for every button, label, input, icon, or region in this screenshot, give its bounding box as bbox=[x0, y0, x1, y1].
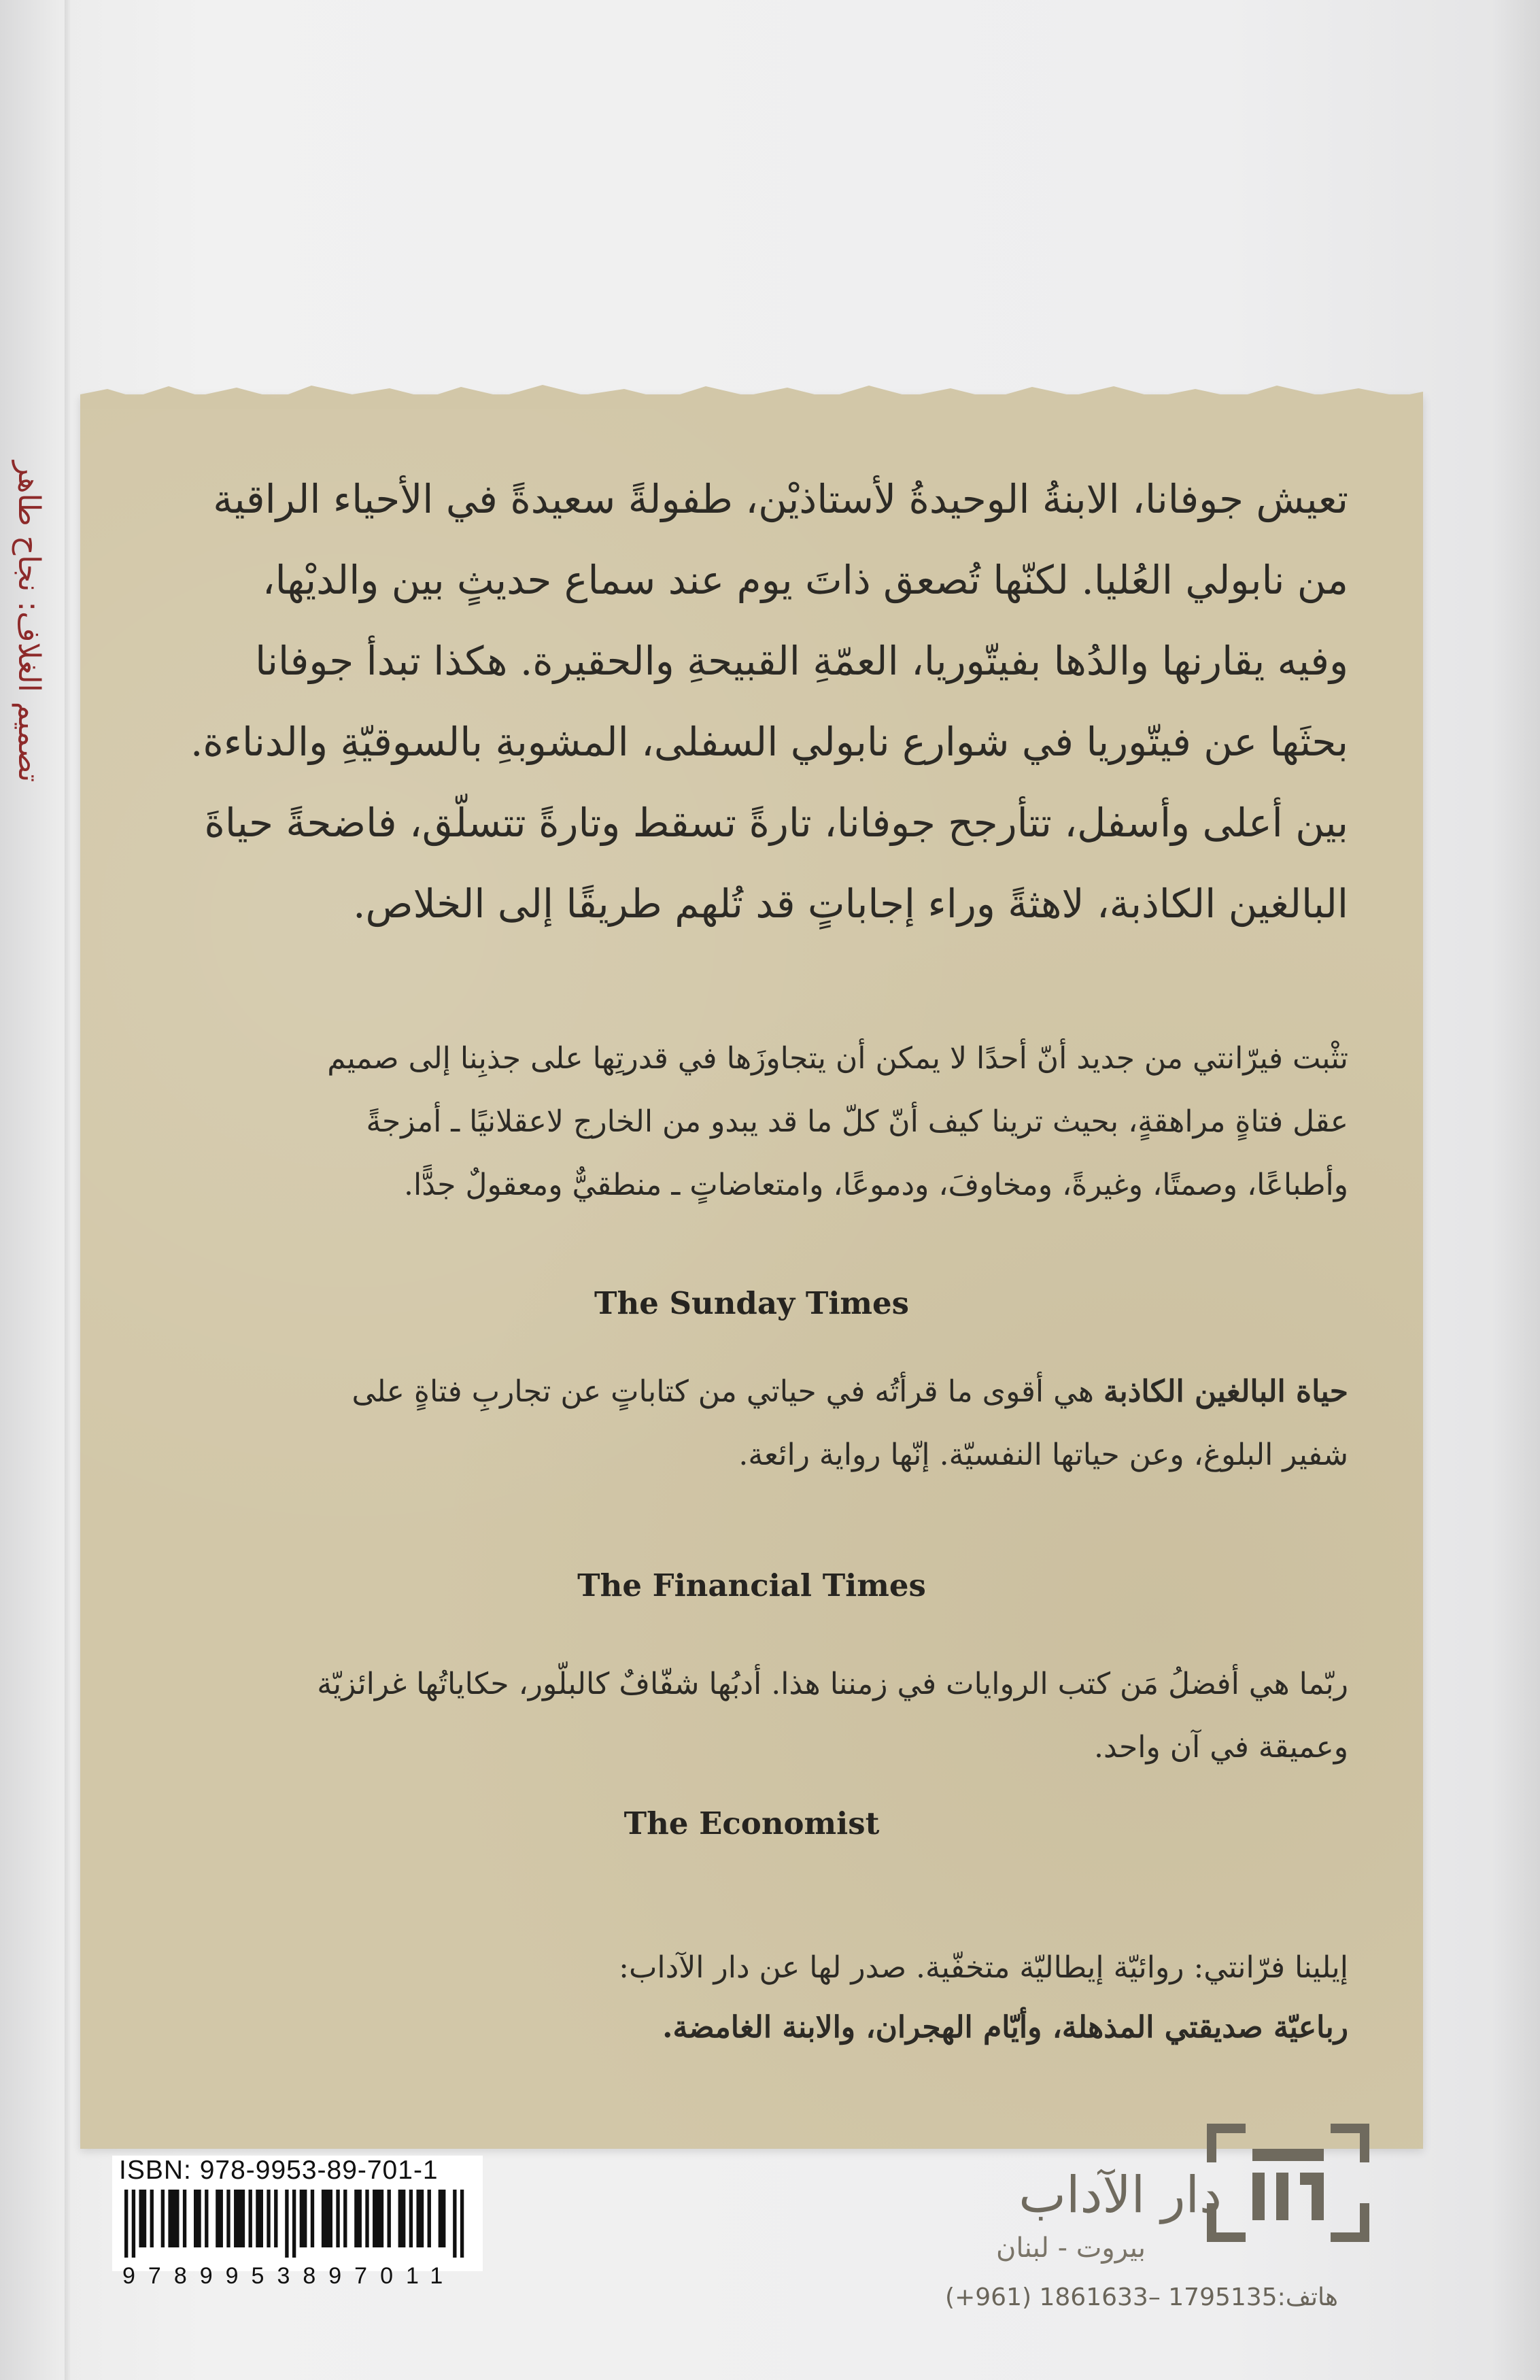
barcode-digits: 9789953897011 bbox=[122, 2263, 456, 2289]
review-source-3: The Economist bbox=[623, 1805, 880, 1841]
review-line bbox=[165, 1360, 1348, 1423]
summary-line: من نابولي العُليا. لكنّها تُصعق ذاتَ يوم عند سماع حديثٍ بين والديْها، bbox=[262, 557, 1348, 603]
cover-edge bbox=[1492, 0, 1540, 2380]
author-bio bbox=[165, 1938, 1348, 2058]
review-line: شفير البلوغ، وعن حياتها النفسيّة. إنّها رواية رائعة. bbox=[738, 1438, 1348, 1472]
torn-paper-edge bbox=[80, 379, 1423, 409]
review-quote-3 bbox=[165, 1652, 1348, 1779]
review-source-2: The Financial Times bbox=[577, 1567, 926, 1603]
summary-line: بحثَها عن فيتّوريا في شوارع نابولي السفلى، المشوبةِ بالسوقيّةِ والدناءة. bbox=[190, 719, 1348, 765]
review-line: عقل فتاةٍ مراهقةٍ، بحيث ترينا كيف أنّ كلّ ما قد يبدو من الخارج لاعقلانيًا ـ أمزجةً bbox=[366, 1104, 1348, 1139]
author-note: إيلينا فرّانتي: روائيّة إيطاليّة متخفّية. صدر لها عن دار الآداب: bbox=[619, 1950, 1348, 1985]
review-quote-2 bbox=[165, 1360, 1348, 1486]
book-summary bbox=[165, 459, 1348, 945]
cover-design-credit: تصميم الغلاف: نجاح طاهر bbox=[12, 460, 46, 782]
text-panel bbox=[80, 394, 1423, 2149]
other-works: رباعيّة صديقتي المذهلة، وأيّام الهجران، والابنة الغامضة. bbox=[662, 2010, 1348, 2045]
publisher-logo-icon bbox=[1205, 2122, 1371, 2244]
publisher-name: دار الآداب bbox=[1019, 2166, 1222, 2224]
isbn-number: ISBN: 978-9953-89-701-1 bbox=[119, 2156, 439, 2185]
review-line: تثْبت فيرّانتي من جديد أنّ أحدًا لا يمكن أن يتجاوزَها في قدرتِها على جذبِنا إلى صميم bbox=[327, 1041, 1348, 1076]
summary-line: وفيه يقارنها والدُها بفيتّوريا، العمّةِ القبيحةِ والحقيرة. هكذا تبدأ جوفانا bbox=[255, 638, 1348, 684]
book-title: حياة البالغين الكاذبة bbox=[1103, 1374, 1348, 1409]
review-text: هي أقوى ما قرأتُه في حياتي من كتاباتٍ عن تجاربِ فتاةٍ على bbox=[352, 1374, 1103, 1409]
summary-line: تعيش جوفانا، الابنةُ الوحيدةُ لأستاذيْن، طفولةً سعيدةً في الأحياء الراقية bbox=[213, 476, 1348, 522]
barcode-label bbox=[112, 2156, 483, 2271]
summary-line: بين أعلى وأسفل، تتأرجح جوفانا، تارةً تسقط وتارةً تتسلّق، فاضحةً حياةَ bbox=[204, 800, 1348, 846]
review-line: وعميقة في آن واحد. bbox=[1093, 1730, 1348, 1765]
publisher-phone: هاتف:1795135 –1861633 (961+) bbox=[945, 2283, 1338, 2311]
review-quote-1 bbox=[165, 1027, 1348, 1217]
publisher-city: بيروت - لبنان bbox=[996, 2232, 1146, 2264]
summary-line: البالغين الكاذبة، لاهثةً وراء إجاباتٍ قد تُلهم طريقًا إلى الخلاص. bbox=[353, 881, 1348, 927]
spine-shadow bbox=[65, 0, 71, 2380]
review-source-1: The Sunday Times bbox=[594, 1285, 910, 1321]
review-line: ربّما هي أفضلُ مَن كتب الروايات في زمننا هذا. أدبُها شفّافٌ كالبلّور، حكاياتُها غرائزيّة bbox=[317, 1667, 1348, 1701]
review-line: وأطباعًا، وصمتًا، وغيرةً، ومخاوفَ، ودموعًا، وامتعاضاتٍ ـ منطقيٌّ ومعقولٌ جدًّا. bbox=[403, 1168, 1348, 1202]
barcode-icon bbox=[124, 2190, 471, 2258]
